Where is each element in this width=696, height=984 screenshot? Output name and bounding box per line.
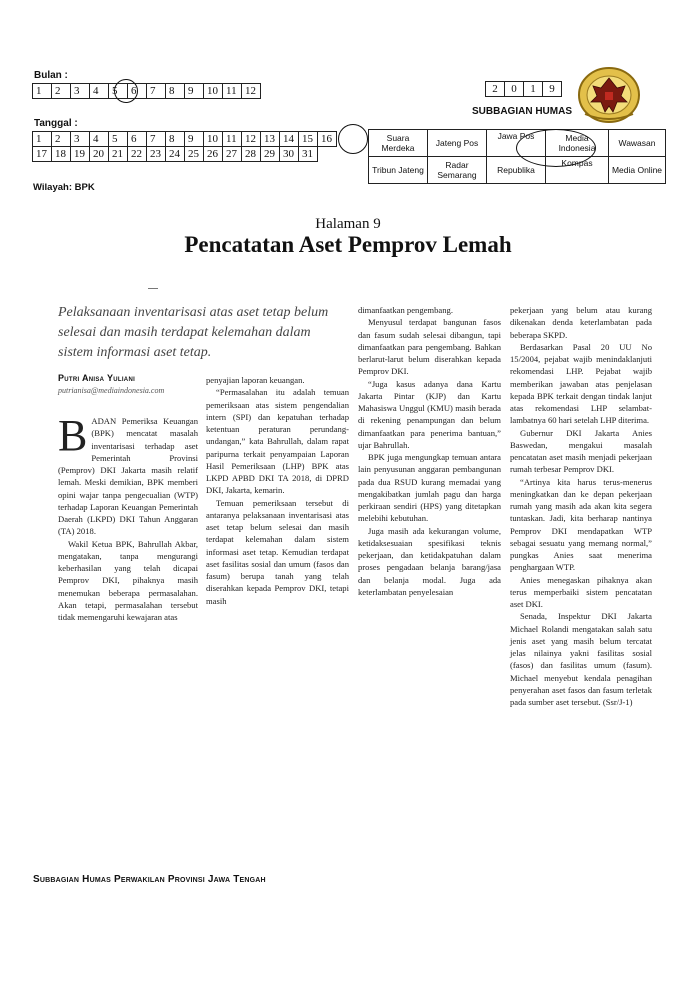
grid-cell: 0 (505, 82, 524, 97)
grid-cell: 9 (543, 82, 562, 97)
column-2 (206, 374, 349, 607)
grid-cell: 3 (71, 132, 90, 147)
media-cell: Suara Merdeka (369, 130, 428, 157)
column-4 (510, 304, 652, 708)
paragraph: BPK juga mengungkap temuan antara lain penyusunan anggaran pembangunan pada dua RSUD kurang memadai yang mengakibatkan jumlah pagu dan harga perkiraan sendiri (HPS) yang ditetapkan melebihi kebutuhan. (358, 452, 501, 524)
grid-cell: 1 (33, 84, 52, 99)
grid-cell: 29 (261, 147, 280, 162)
bpk-emblem-icon (577, 66, 641, 124)
grid-cell: 2 (52, 132, 71, 147)
page-number: Halaman 9 (315, 216, 381, 232)
grid-cell: 15 (299, 132, 318, 147)
grid-cell: 2 (486, 82, 505, 97)
wilayah-label: Wilayah: BPK (33, 182, 95, 193)
grid-cell: 18 (52, 147, 71, 162)
date-circle (338, 124, 368, 154)
grid-cell: 5 (109, 132, 128, 147)
media-table (368, 129, 666, 184)
grid-cell: 17 (33, 147, 52, 162)
grid-cell: 6 (128, 132, 147, 147)
grid-cell: 12 (242, 84, 261, 99)
year-box (485, 81, 562, 97)
date-grid (32, 131, 337, 162)
paragraph: dimanfaatkan pengembang. (358, 305, 453, 315)
grid-cell: 7 (147, 132, 166, 147)
footer-text: Subbagian Humas Perwakilan Provinsi Jawa Tengah (33, 874, 266, 885)
grid-cell: 6 (128, 84, 147, 99)
grid-cell: 8 (166, 132, 185, 147)
media-cell: Wawasan (609, 130, 666, 157)
author-name: Putri Anisa Yuliani (58, 373, 136, 383)
media-cell: Media Online (609, 157, 666, 184)
paragraph: “Artinya kita harus terus-menerus meningkatkan dan ke depan pekerjaan rumah yang masih ada akan kita segera tuntaskan. Jadi, kita berharap nantinya Pemprov DKI mendapatkan WTP sebagai sesuatu yang memang normal,” pungkas Anies saat menerima penghargaan WTP. (510, 476, 652, 573)
column-3 (358, 304, 501, 598)
paragraph: Anies menegaskan pihaknya akan terus memperbaiki sistem pencatatan aset DKI. (510, 574, 652, 609)
paragraph: Juga masih ada kekurangan volume, ketidaksesuaian spesifikasi teknis pekerjaan, dan ketidakpatuhan dalam proses pengadaan belanja barang/jasa dan belanja modal. Juga ada keterlambatan penyelesaian (358, 525, 501, 597)
grid-cell: 12 (242, 132, 261, 147)
grid-cell: 3 (71, 84, 90, 99)
media-cell: Jateng Pos (428, 130, 487, 157)
paragraph: “Juga kasus adanya dana Kartu Jakarta Pintar (KJP) dan Kartu Mahasiswa Unggul (KMU) masih berada di rekening penampungan dan belum dimanfaatkan para penerima bantuan,” ujar Bahrullah. (358, 378, 501, 450)
paragraph: ADAN Pemeriksa Keuangan (BPK) mencatat masalah inventarisasi terhadap aset Pemerintah Provinsi (Pemprov) DKI Jakarta masih relatif lemah. Meski demikian, BPK memberi opini wajar tanpa pengecualian (WTP) terhadap Laporan Keuangan Pemerintah Daerah (LKPD) DKI Tahun Anggaran (TA) 2018. (58, 416, 198, 537)
grid-cell: 2 (52, 84, 71, 99)
grid-cell: 13 (261, 132, 280, 147)
tanggal-label: Tanggal : (34, 118, 78, 129)
grid-cell: 7 (147, 84, 166, 99)
grid-cell: 1 (524, 82, 543, 97)
grid-cell: 26 (204, 147, 223, 162)
grid-cell: 10 (204, 84, 223, 99)
grid-cell: 20 (90, 147, 109, 162)
grid-cell: 21 (109, 147, 128, 162)
grid-cell: 16 (318, 132, 337, 147)
grid-cell: 30 (280, 147, 299, 162)
month-grid (32, 83, 261, 99)
grid-cell: 19 (71, 147, 90, 162)
column-1 (58, 411, 198, 623)
grid-cell: 8 (166, 84, 185, 99)
paragraph: Temuan pemeriksaan tersebut di antaranya pelaksanaan inventarisasi atas aset tetap belum selesai dan masih terdapat kelemahan dalam sistem informasi aset tetap. Kemudian terdapat aset fasilitas sosial dan umum (fasos dan fasum) berupa tanah yang telah diserahkan kepada Pemprov DKI, tetapi masih (206, 497, 349, 606)
paragraph: “Permasalahan itu adalah temuan pemeriksaan atas sistem pengendalian intern (SPI) dan kepatuhan terhadap ketentuan peraturan perundang-undangan,” kata Bahrullah, dalam rapat paripurna terkait penyampaian Laporan Hasil Pemeriksaan (LHP) BPK atas LKPD APBD DKI TA 2018, di DPRD DKI, Jakarta, kemarin. (206, 387, 349, 496)
grid-cell: 31 (299, 147, 318, 162)
divider (148, 288, 158, 289)
paragraph: Menyusul terdapat bangunan fasos dan fasum sudah selesai dibangun, tapi dimanfaatkan para pengembang. Bahkan berlarut-larut belum diserahkan kepada Pemprov DKI. (358, 317, 501, 377)
grid-cell: 5 (109, 84, 128, 99)
media-cell: Media Indonesia (546, 130, 609, 157)
paragraph: Gubernur DKI Jakarta Anies Baswedan, mengakui masalah pencatatan aset masih menjadi pekerjaan rumah terbesar Pemprov DKI. (510, 427, 652, 475)
bulan-label: Bulan : (34, 70, 68, 81)
paragraph: penyajian laporan keuangan. (206, 375, 305, 385)
grid-cell: 14 (280, 132, 299, 147)
grid-cell: 10 (204, 132, 223, 147)
month-circle (114, 79, 138, 103)
media-cell: Republika (487, 157, 546, 184)
grid-cell: 24 (166, 147, 185, 162)
author-email: putrianisa@mediaindonesia.com (58, 386, 165, 395)
grid-cell: 11 (223, 84, 242, 99)
paragraph: Senada, Inspektur DKI Jakarta Michael Rolandi mengatakan salah satu jenis aset yang masih belum tercatat jelas nilainya yakni fasilitas sosial (fasos) dan fasilitas umum (fasum). Michael menyebut kendala penagihan penyerahan aset fasos dan fasum terletak pada sumber aset tersebut. (Ssr/J-1) (510, 611, 652, 707)
grid-cell: 28 (242, 147, 261, 162)
media-circle (516, 129, 596, 167)
paragraph: Wakil Ketua BPK, Bahrullah Akbar, mengatakan, tanpa mengurangi keberhasilan yang telah dicapai Pemprov DKI, pihaknya masih menemukan beberapa permasalahan. Akan tetapi, permasalahan tersebut tidak memengaruhi kewajaran atas (58, 538, 198, 622)
paragraph: pekerjaan yang belum atau kurang dikenakan denda keterlambatan pada beberapa SKPD. (510, 305, 652, 340)
media-cell: Kompas (546, 157, 609, 184)
drop-cap: B (58, 411, 88, 460)
article-title: Pencatatan Aset Pemprov Lemah (184, 232, 512, 257)
grid-cell: 11 (223, 132, 242, 147)
grid-cell: 4 (90, 84, 109, 99)
grid-cell: 23 (147, 147, 166, 162)
grid-cell: 9 (185, 132, 204, 147)
article-lead: Pelaksanaan inventarisasi atas aset tetap belum selesai dan masih terdapat kelemahan dalam sistem informasi aset tetap. (58, 305, 329, 360)
grid-cell: 22 (128, 147, 147, 162)
media-cell: Tribun Jateng (369, 157, 428, 184)
grid-cell: 25 (185, 147, 204, 162)
grid-cell: 4 (90, 132, 109, 147)
office-label: SUBBAGIAN HUMAS (472, 106, 572, 117)
grid-cell: 27 (223, 147, 242, 162)
media-cell: Jawa Pos (487, 130, 546, 157)
media-cell: Radar Semarang (428, 157, 487, 184)
grid-cell: 9 (185, 84, 204, 99)
grid-cell: 1 (33, 132, 52, 147)
paragraph: Berdasarkan Pasal 20 UU No 15/2004, pejabat wajib menindaklanjuti rekomendasi LHP. Pejabat wajib memberikan jawaban atas penjelasan kepada BPK terkait dengan tindak lanjut atas rekomendasi LHP selambat-lambatnya 60 hari setelah LHP diterima. (510, 341, 652, 426)
